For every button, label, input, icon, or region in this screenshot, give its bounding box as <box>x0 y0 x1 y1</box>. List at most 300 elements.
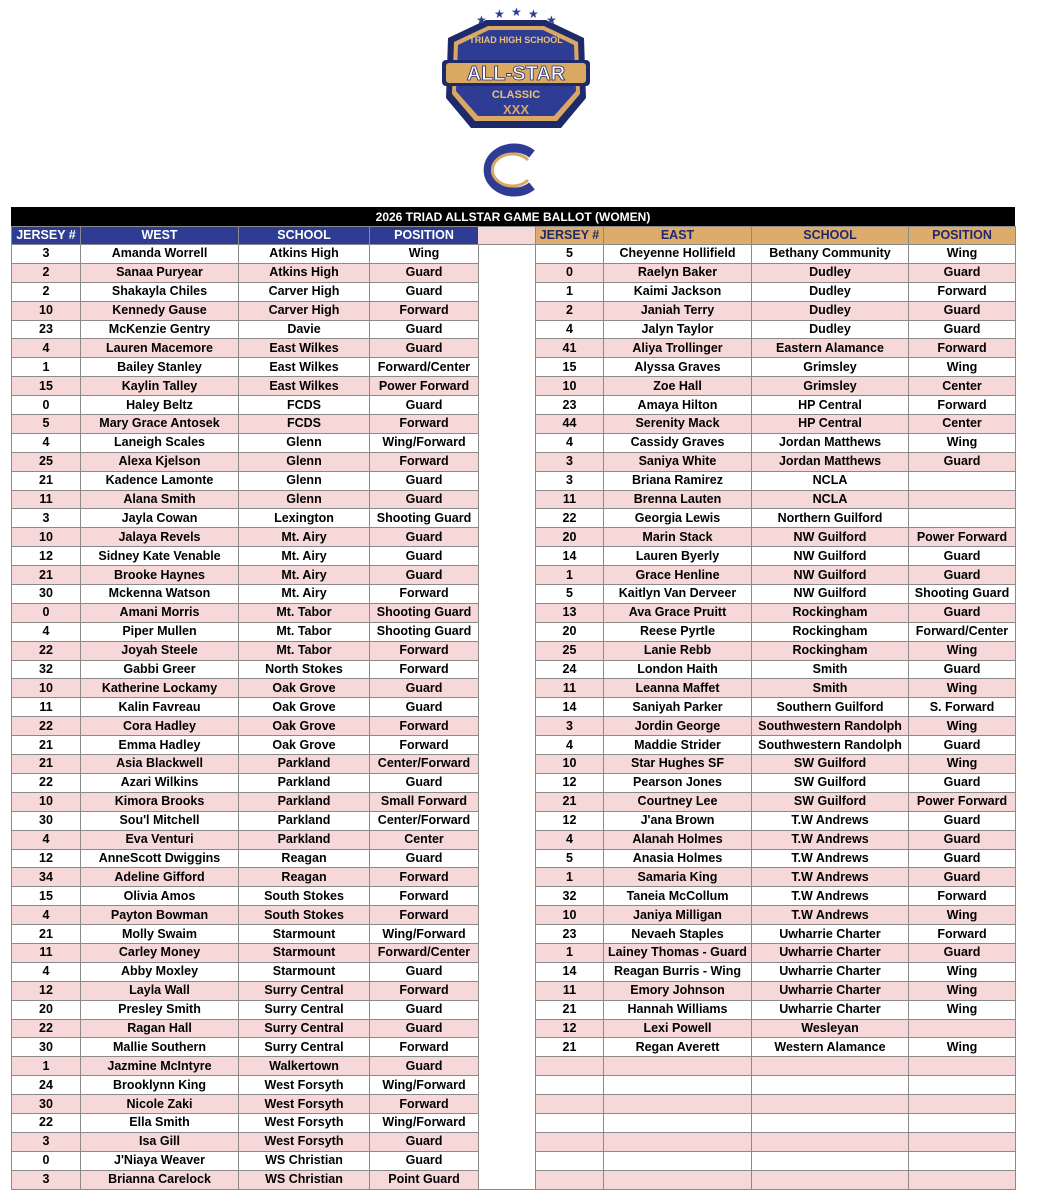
east-cell-jersey: 4 <box>536 830 604 849</box>
west-cell-position: Forward <box>370 1095 479 1114</box>
east-cell-name: Kaimi Jackson <box>604 282 752 301</box>
east-cell-name: Star Hughes SF <box>604 755 752 774</box>
east-cell-name: J'ana Brown <box>604 811 752 830</box>
east-cell-jersey: 14 <box>536 962 604 981</box>
west-cell-position: Forward <box>370 1038 479 1057</box>
west-cell-position: Wing/Forward <box>370 1113 479 1132</box>
west-cell-jersey: 4 <box>12 906 81 925</box>
table-divider <box>478 226 535 1190</box>
west-cell-name: Katherine Lockamy <box>81 679 239 698</box>
west-header-position: POSITION <box>370 227 479 245</box>
west-cell-position: Shooting Guard <box>370 603 479 622</box>
west-cell-jersey: 23 <box>12 320 81 339</box>
table-row <box>536 830 1016 849</box>
east-cell-school: Dudley <box>752 301 909 320</box>
east-cell-position <box>909 490 1016 509</box>
west-cell-name: Haley Beltz <box>81 396 239 415</box>
east-cell-position: Guard <box>909 320 1016 339</box>
west-cell-school: Glenn <box>239 471 370 490</box>
west-cell-name: Kadence Lamonte <box>81 471 239 490</box>
east-cell-school: SW Guilford <box>752 755 909 774</box>
east-cell-position: Wing <box>909 1038 1016 1057</box>
east-table <box>535 226 1016 1190</box>
east-cell-position: Shooting Guard <box>909 585 1016 604</box>
east-cell-name: Jordin George <box>604 717 752 736</box>
table-row <box>536 415 1016 434</box>
east-cell-school: Uwharrie Charter <box>752 981 909 1000</box>
west-cell-position: Wing/Forward <box>370 925 479 944</box>
west-cell-name: Jayla Cowan <box>81 509 239 528</box>
west-cell-jersey: 32 <box>12 660 81 679</box>
logo-main-text: ALL-STAR <box>466 63 566 85</box>
east-cell-position: Forward <box>909 339 1016 358</box>
east-cell-position: Guard <box>909 603 1016 622</box>
west-cell-position: Shooting Guard <box>370 622 479 641</box>
east-cell-name: Saniya White <box>604 452 752 471</box>
east-cell-jersey: 5 <box>536 245 604 264</box>
table-row <box>536 943 1016 962</box>
west-cell-name: Presley Smith <box>81 1000 239 1019</box>
west-cell-school: South Stokes <box>239 906 370 925</box>
east-cell-school: NCLA <box>752 471 909 490</box>
east-cell-position <box>909 1151 1016 1170</box>
east-cell-name: Alanah Holmes <box>604 830 752 849</box>
table-row <box>12 698 479 717</box>
table-row <box>12 717 479 736</box>
table-row <box>536 962 1016 981</box>
east-cell-position: Wing <box>909 679 1016 698</box>
east-cell-jersey: 5 <box>536 849 604 868</box>
west-cell-position: Forward/Center <box>370 358 479 377</box>
west-cell-school: Oak Grove <box>239 717 370 736</box>
east-cell-school: Jordan Matthews <box>752 452 909 471</box>
east-cell-school: SW Guilford <box>752 773 909 792</box>
table-row <box>536 622 1016 641</box>
west-cell-school: Mt. Tabor <box>239 603 370 622</box>
west-cell-name: Brooklynn King <box>81 1076 239 1095</box>
east-cell-school: Smith <box>752 660 909 679</box>
east-cell-jersey: 13 <box>536 603 604 622</box>
east-cell-jersey: 10 <box>536 755 604 774</box>
west-cell-school: East Wilkes <box>239 377 370 396</box>
east-cell-position: Guard <box>909 849 1016 868</box>
table-row <box>536 1132 1016 1151</box>
table-row <box>536 925 1016 944</box>
west-cell-name: Olivia Amos <box>81 887 239 906</box>
east-cell-jersey <box>536 1170 604 1189</box>
table-row <box>12 509 479 528</box>
east-cell-school <box>752 1170 909 1189</box>
logo-sub-text: CLASSIC <box>491 89 541 101</box>
east-cell-name: Cheyenne Hollifield <box>604 245 752 264</box>
west-cell-jersey: 2 <box>12 263 81 282</box>
west-cell-name: Carley Money <box>81 943 239 962</box>
west-cell-name: Lauren Macemore <box>81 339 239 358</box>
east-cell-jersey <box>536 1076 604 1095</box>
west-cell-jersey: 10 <box>12 679 81 698</box>
west-cell-name: Molly Swaim <box>81 925 239 944</box>
table-row <box>12 358 479 377</box>
east-cell-school: Uwharrie Charter <box>752 943 909 962</box>
west-cell-position: Forward <box>370 301 479 320</box>
east-header-jersey: JERSEY # <box>536 227 604 245</box>
west-cell-position: Guard <box>370 698 479 717</box>
east-cell-name: Lanie Rebb <box>604 641 752 660</box>
west-cell-position: Center/Forward <box>370 755 479 774</box>
logo-area <box>0 0 1037 205</box>
east-cell-school <box>752 1151 909 1170</box>
east-cell-jersey: 11 <box>536 679 604 698</box>
west-cell-school: Surry Central <box>239 1038 370 1057</box>
west-cell-jersey: 15 <box>12 887 81 906</box>
east-cell-jersey: 14 <box>536 547 604 566</box>
east-cell-school <box>752 1076 909 1095</box>
east-cell-school: Northern Guilford <box>752 509 909 528</box>
east-cell-position: Forward/Center <box>909 622 1016 641</box>
west-cell-school: Surry Central <box>239 1019 370 1038</box>
west-cell-position: Guard <box>370 528 479 547</box>
table-row <box>536 736 1016 755</box>
east-cell-jersey: 10 <box>536 906 604 925</box>
west-cell-jersey: 4 <box>12 962 81 981</box>
west-cell-position: Forward <box>370 717 479 736</box>
west-cell-jersey: 21 <box>12 566 81 585</box>
west-cell-jersey: 0 <box>12 1151 81 1170</box>
table-row <box>536 471 1016 490</box>
east-cell-name: Ava Grace Pruitt <box>604 603 752 622</box>
west-cell-name: Mckenna Watson <box>81 585 239 604</box>
east-cell-name: Reese Pyrtle <box>604 622 752 641</box>
east-cell-position: Guard <box>909 301 1016 320</box>
west-cell-jersey: 30 <box>12 1038 81 1057</box>
east-cell-name <box>604 1076 752 1095</box>
table-row <box>12 377 479 396</box>
east-cell-name <box>604 1151 752 1170</box>
west-cell-jersey: 22 <box>12 641 81 660</box>
table-row <box>536 906 1016 925</box>
west-cell-school: Lexington <box>239 509 370 528</box>
east-cell-school: SW Guilford <box>752 792 909 811</box>
east-cell-name <box>604 1113 752 1132</box>
table-row <box>12 603 479 622</box>
west-cell-jersey: 4 <box>12 830 81 849</box>
all-star-classic-logo <box>436 5 596 148</box>
east-cell-jersey: 4 <box>536 320 604 339</box>
table-row <box>12 585 479 604</box>
west-cell-school: WS Christian <box>239 1170 370 1189</box>
west-cell-position: Wing <box>370 245 479 264</box>
west-header-jersey: JERSEY # <box>12 227 81 245</box>
east-cell-jersey: 0 <box>536 263 604 282</box>
west-cell-name: Bailey Stanley <box>81 358 239 377</box>
star-icon: ★ <box>511 5 522 19</box>
west-cell-jersey: 22 <box>12 717 81 736</box>
west-cell-name: Kennedy Gause <box>81 301 239 320</box>
east-cell-jersey: 5 <box>536 585 604 604</box>
east-cell-position: Guard <box>909 868 1016 887</box>
table-row <box>12 301 479 320</box>
west-cell-position: Guard <box>370 1151 479 1170</box>
west-cell-name: Emma Hadley <box>81 736 239 755</box>
west-cell-name: Sou'l Mitchell <box>81 811 239 830</box>
east-cell-jersey: 3 <box>536 452 604 471</box>
table-row <box>12 792 479 811</box>
west-cell-position: Forward <box>370 981 479 1000</box>
east-cell-jersey <box>536 1132 604 1151</box>
west-cell-jersey: 5 <box>12 415 81 434</box>
east-cell-name: Jalyn Taylor <box>604 320 752 339</box>
west-cell-school: Glenn <box>239 433 370 452</box>
west-cell-position: Guard <box>370 490 479 509</box>
east-cell-school: Bethany Community <box>752 245 909 264</box>
table-row <box>536 1151 1016 1170</box>
table-row <box>12 906 479 925</box>
east-cell-school: Smith <box>752 679 909 698</box>
table-row <box>12 1170 479 1189</box>
west-cell-name: Amanda Worrell <box>81 245 239 264</box>
east-cell-jersey <box>536 1057 604 1076</box>
west-cell-school: Mt. Airy <box>239 547 370 566</box>
east-cell-jersey: 14 <box>536 698 604 717</box>
west-cell-jersey: 3 <box>12 245 81 264</box>
west-cell-name: Laneigh Scales <box>81 433 239 452</box>
west-cell-school: Carver High <box>239 301 370 320</box>
east-cell-name: Janiah Terry <box>604 301 752 320</box>
table-row <box>12 641 479 660</box>
east-cell-position: Wing <box>909 981 1016 1000</box>
east-cell-position: Wing <box>909 641 1016 660</box>
table-row <box>12 245 479 264</box>
west-cell-school: North Stokes <box>239 660 370 679</box>
east-cell-name: Briana Ramirez <box>604 471 752 490</box>
east-cell-school: Dudley <box>752 282 909 301</box>
table-row <box>12 282 479 301</box>
east-cell-position: Guard <box>909 566 1016 585</box>
west-cell-position: Guard <box>370 566 479 585</box>
table-row <box>536 811 1016 830</box>
table-row <box>536 1170 1016 1189</box>
east-cell-position <box>909 1019 1016 1038</box>
table-row <box>536 509 1016 528</box>
east-cell-jersey: 21 <box>536 792 604 811</box>
east-cell-jersey: 15 <box>536 358 604 377</box>
table-row <box>536 301 1016 320</box>
west-cell-jersey: 1 <box>12 1057 81 1076</box>
west-cell-position: Guard <box>370 773 479 792</box>
east-cell-position: Guard <box>909 811 1016 830</box>
west-cell-school: Surry Central <box>239 1000 370 1019</box>
east-cell-school: T.W Andrews <box>752 811 909 830</box>
west-cell-school: Surry Central <box>239 981 370 1000</box>
west-cell-name: Mary Grace Antosek <box>81 415 239 434</box>
west-cell-name: Nicole Zaki <box>81 1095 239 1114</box>
east-cell-name: Raelyn Baker <box>604 263 752 282</box>
west-cell-school: Glenn <box>239 490 370 509</box>
east-cell-school: T.W Andrews <box>752 887 909 906</box>
west-cell-school: FCDS <box>239 415 370 434</box>
west-cell-name: Abby Moxley <box>81 962 239 981</box>
west-cell-position: Forward <box>370 736 479 755</box>
east-cell-school: Eastern Alamance <box>752 339 909 358</box>
east-cell-position: S. Forward <box>909 698 1016 717</box>
west-cell-school: Mt. Airy <box>239 528 370 547</box>
table-row <box>536 396 1016 415</box>
east-cell-jersey: 22 <box>536 509 604 528</box>
west-cell-school: Atkins High <box>239 245 370 264</box>
east-cell-jersey: 4 <box>536 736 604 755</box>
west-cell-name: Kalin Favreau <box>81 698 239 717</box>
west-cell-position: Center/Forward <box>370 811 479 830</box>
table-row <box>12 925 479 944</box>
east-cell-position: Guard <box>909 943 1016 962</box>
east-cell-name: Lauren Byerly <box>604 547 752 566</box>
east-cell-position: Wing <box>909 962 1016 981</box>
logo-numeral: XXX <box>502 102 530 117</box>
east-cell-position: Guard <box>909 736 1016 755</box>
table-row <box>536 282 1016 301</box>
east-cell-jersey: 11 <box>536 981 604 1000</box>
table-row <box>12 1057 479 1076</box>
east-cell-school: Rockingham <box>752 603 909 622</box>
west-cell-jersey: 12 <box>12 547 81 566</box>
east-cell-school: Wesleyan <box>752 1019 909 1038</box>
star-icon: ★ <box>546 13 557 27</box>
west-table <box>11 226 479 1190</box>
west-cell-jersey: 30 <box>12 1095 81 1114</box>
east-cell-school: Southwestern Randolph <box>752 717 909 736</box>
east-cell-name: Taneia McCollum <box>604 887 752 906</box>
west-cell-school: Reagan <box>239 868 370 887</box>
west-cell-school: West Forsyth <box>239 1113 370 1132</box>
east-cell-position <box>909 471 1016 490</box>
east-cell-name: Brenna Lauten <box>604 490 752 509</box>
west-cell-school: Mt. Airy <box>239 585 370 604</box>
east-cell-name: Kaitlyn Van Derveer <box>604 585 752 604</box>
east-cell-position: Wing <box>909 433 1016 452</box>
west-cell-name: Brianna Carelock <box>81 1170 239 1189</box>
west-cell-school: Mt. Tabor <box>239 641 370 660</box>
east-cell-jersey: 3 <box>536 471 604 490</box>
table-row <box>536 1113 1016 1132</box>
star-icon: ★ <box>476 13 487 27</box>
ballot-title: 2026 TRIAD ALLSTAR GAME BALLOT (WOMEN) <box>11 207 1015 226</box>
east-cell-school: HP Central <box>752 396 909 415</box>
east-cell-position: Forward <box>909 925 1016 944</box>
west-cell-school: FCDS <box>239 396 370 415</box>
west-cell-school: Parkland <box>239 755 370 774</box>
table-row <box>536 452 1016 471</box>
table-row <box>12 868 479 887</box>
west-cell-jersey: 2 <box>12 282 81 301</box>
west-cell-name: AnneScott Dwiggins <box>81 849 239 868</box>
east-cell-position: Guard <box>909 830 1016 849</box>
east-cell-name <box>604 1170 752 1189</box>
table-row <box>12 528 479 547</box>
west-cell-school: WS Christian <box>239 1151 370 1170</box>
table-row <box>12 773 479 792</box>
west-cell-name: Alexa Kjelson <box>81 452 239 471</box>
west-cell-position: Guard <box>370 339 479 358</box>
west-cell-school: Starmount <box>239 925 370 944</box>
west-cell-jersey: 11 <box>12 943 81 962</box>
east-cell-jersey: 32 <box>536 887 604 906</box>
west-cell-jersey: 3 <box>12 509 81 528</box>
east-cell-school: NCLA <box>752 490 909 509</box>
table-row <box>12 622 479 641</box>
east-cell-school: Uwharrie Charter <box>752 1000 909 1019</box>
table-row <box>536 566 1016 585</box>
table-row <box>12 547 479 566</box>
east-cell-name: Leanna Maffet <box>604 679 752 698</box>
east-cell-position <box>909 1057 1016 1076</box>
west-cell-name: J'Niaya Weaver <box>81 1151 239 1170</box>
east-cell-school <box>752 1095 909 1114</box>
west-cell-jersey: 4 <box>12 339 81 358</box>
table-row <box>12 433 479 452</box>
east-cell-name: Alyssa Graves <box>604 358 752 377</box>
west-cell-jersey: 30 <box>12 585 81 604</box>
table-row <box>536 339 1016 358</box>
east-cell-jersey: 3 <box>536 717 604 736</box>
east-cell-name: Georgia Lewis <box>604 509 752 528</box>
east-cell-position: Wing <box>909 1000 1016 1019</box>
east-cell-school: T.W Andrews <box>752 830 909 849</box>
table-row <box>12 660 479 679</box>
east-cell-jersey: 12 <box>536 773 604 792</box>
east-cell-jersey: 4 <box>536 433 604 452</box>
east-cell-position <box>909 1113 1016 1132</box>
table-row <box>12 679 479 698</box>
east-cell-jersey: 1 <box>536 282 604 301</box>
east-cell-school: T.W Andrews <box>752 906 909 925</box>
east-cell-name: Marin Stack <box>604 528 752 547</box>
east-cell-name: Zoe Hall <box>604 377 752 396</box>
table-row <box>536 849 1016 868</box>
east-cell-jersey: 21 <box>536 1038 604 1057</box>
west-cell-jersey: 0 <box>12 603 81 622</box>
east-cell-position: Center <box>909 415 1016 434</box>
east-cell-school: NW Guilford <box>752 528 909 547</box>
east-cell-name: Regan Averett <box>604 1038 752 1057</box>
east-cell-name: Serenity Mack <box>604 415 752 434</box>
table-row <box>536 1000 1016 1019</box>
east-cell-name: Saniyah Parker <box>604 698 752 717</box>
east-cell-name: Cassidy Graves <box>604 433 752 452</box>
west-cell-name: Layla Wall <box>81 981 239 1000</box>
east-cell-jersey: 25 <box>536 641 604 660</box>
east-cell-position: Forward <box>909 396 1016 415</box>
west-cell-name: Payton Bowman <box>81 906 239 925</box>
east-cell-school: Uwharrie Charter <box>752 925 909 944</box>
table-row <box>12 1113 479 1132</box>
east-cell-position: Guard <box>909 547 1016 566</box>
west-cell-school: Mt. Tabor <box>239 622 370 641</box>
west-cell-jersey: 12 <box>12 981 81 1000</box>
east-cell-jersey: 24 <box>536 660 604 679</box>
table-row <box>12 887 479 906</box>
west-cell-position: Forward <box>370 906 479 925</box>
east-cell-jersey: 21 <box>536 1000 604 1019</box>
table-row <box>536 773 1016 792</box>
table-row <box>12 490 479 509</box>
table-row <box>536 1057 1016 1076</box>
table-row <box>12 1132 479 1151</box>
table-row <box>536 755 1016 774</box>
east-cell-name: Hannah Williams <box>604 1000 752 1019</box>
east-cell-name: Lexi Powell <box>604 1019 752 1038</box>
west-cell-name: Adeline Gifford <box>81 868 239 887</box>
west-cell-position: Guard <box>370 962 479 981</box>
